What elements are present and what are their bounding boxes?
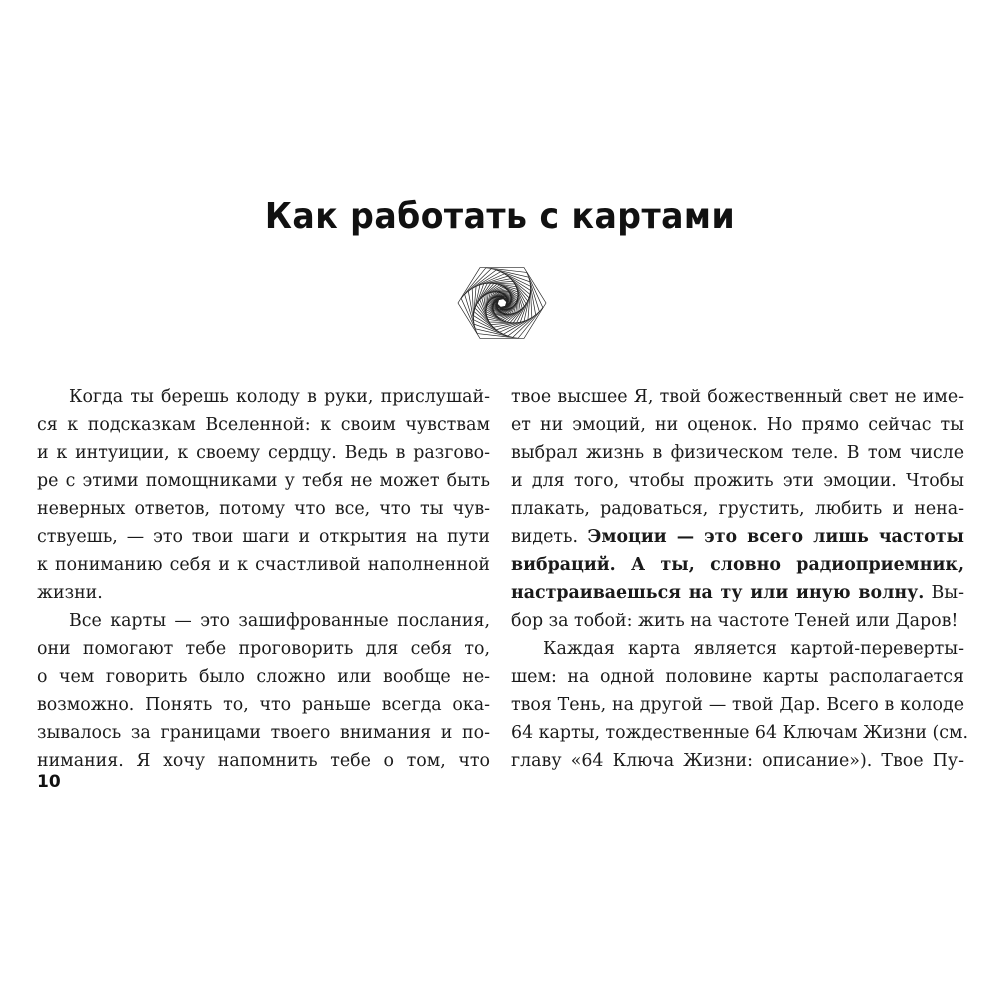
text-line: к пониманию себя и к счастливой наполненной (37, 555, 490, 575)
text-line: выбрал жизнь в физическом теле. В том числе (511, 443, 964, 463)
text-line: ся к подсказкам Вселенной: к своим чувствам (37, 415, 490, 435)
text-line: шем: на одной половине карты располагается (511, 667, 964, 687)
text-line: зывалось за границами твоего внимания и по- (37, 723, 490, 743)
text-line (511, 523, 964, 551)
spiral-hexagon-icon (455, 262, 549, 344)
text-line: твоя Тень, на другой — твой Дар. Всего в колоде (511, 695, 964, 715)
bold-text: Эмоции — это всего лишь частоты (587, 527, 964, 547)
right-column (511, 383, 969, 775)
text-line: плакать, радоваться, грустить, любить и нена- (511, 499, 964, 519)
text-line: возможно. Понять то, что раньше всегда ока- (37, 695, 490, 715)
text-line: твое высшее Я, твой божественный свет не име- (511, 387, 964, 407)
text-line: Каждая карта является картой-переверты- (543, 639, 964, 659)
bold-text: настраиваешься на ту или иную волну. (511, 583, 925, 603)
text-line: и к интуиции, к своему сердцу. Ведь в разгово- (37, 443, 490, 463)
text-line: они помогают тебе проговорить для себя то, (37, 639, 490, 659)
text-line: ре с этими помощниками у тебя не может быть (37, 471, 490, 491)
text-line (511, 579, 964, 607)
text-line: бор за тобой: жить на частоте Теней или Даров! (511, 611, 959, 631)
bold-text: вибраций. А ты, словно радиоприемник, (511, 555, 964, 575)
plain-text: Вы- (931, 583, 964, 603)
plain-text: видеть. (511, 527, 578, 547)
text-line: Когда ты берешь колоду в руки, прислушай- (69, 387, 490, 407)
ornament-ring (474, 276, 530, 330)
text-line: главу «64 Ключа Жизни: описание»). Твое Пу- (511, 751, 964, 771)
text-line: и для того, чтобы прожить эти эмоции. Чтобы (511, 471, 964, 491)
paragraph (511, 383, 964, 635)
text-line: нимания. Я хочу напомнить тебе о том, что (37, 751, 490, 771)
text-line: ствуешь, — это твои шаги и открытия на пути (37, 527, 490, 547)
paragraph (37, 383, 490, 607)
text-line: неверных ответов, потому что все, что ты чув- (37, 499, 490, 519)
text-line: жизни. (37, 583, 103, 603)
text-line: Все карты — это зашифрованные послания, (69, 611, 490, 631)
left-column (37, 383, 490, 775)
page-number: 10 (37, 772, 61, 792)
text-line: 64 карты, тождественные 64 Ключам Жизни (см. (511, 723, 969, 743)
text-line (511, 551, 964, 579)
text-line: о чем говорить было сложно или вообще не- (37, 667, 490, 687)
paragraph (37, 607, 490, 775)
page-title: Как работать с картами (264, 196, 736, 237)
paragraph (511, 635, 969, 775)
text-line: ет ни эмоций, ни оценок. Но прямо сейчас ты (511, 415, 964, 435)
